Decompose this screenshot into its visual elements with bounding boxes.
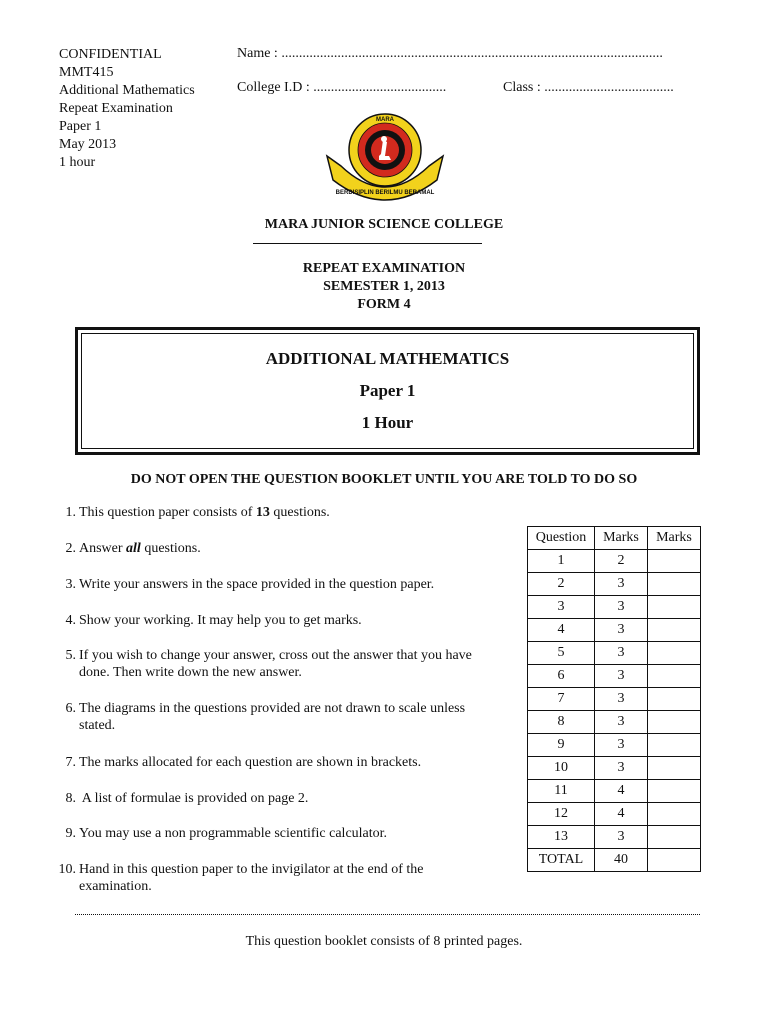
table-row: 13 3 bbox=[528, 826, 701, 849]
page-count-note: This question booklet consists of 8 printed pages. bbox=[245, 934, 523, 949]
course-code: MMT415 bbox=[59, 65, 114, 80]
college-name: MARA JUNIOR SCIENCE COLLEGE bbox=[264, 217, 504, 232]
exam-date: May 2013 bbox=[59, 137, 117, 152]
marks-entry-cell[interactable] bbox=[648, 688, 701, 711]
table-row: 2 3 bbox=[528, 573, 701, 596]
table-row: 10 3 bbox=[528, 757, 701, 780]
subject-duration: 1 Hour bbox=[361, 413, 414, 432]
subject-box bbox=[75, 327, 700, 455]
paper-meta bbox=[59, 46, 195, 172]
table-header-row bbox=[528, 527, 701, 550]
marks-entry-cell[interactable] bbox=[648, 734, 701, 757]
logo-top-text: MARA bbox=[376, 117, 394, 123]
table-row: 4 3 bbox=[528, 619, 701, 642]
logo-motto-text: BERDISIPLIN BERILMU BERAMAL bbox=[335, 190, 435, 196]
exam-type: Repeat Examination bbox=[59, 101, 173, 116]
marks-entry-cell[interactable] bbox=[648, 550, 701, 573]
subject-paper: Paper 1 bbox=[359, 381, 416, 400]
column-header: Question bbox=[528, 527, 595, 550]
table-row: 9 3 bbox=[528, 734, 701, 757]
marks-entry-cell[interactable] bbox=[648, 642, 701, 665]
subject-name: Additional Mathematics bbox=[59, 83, 195, 98]
table-row: 6 3 bbox=[528, 665, 701, 688]
table-row: 8 3 bbox=[528, 711, 701, 734]
marks-entry-cell[interactable] bbox=[648, 711, 701, 734]
subject-box-inner bbox=[81, 333, 694, 449]
exam-form: FORM 4 bbox=[357, 297, 411, 312]
class-field[interactable]: Class : ..................................... bbox=[503, 80, 674, 95]
marks-entry-cell[interactable] bbox=[648, 826, 701, 849]
table-row: 5 3 bbox=[528, 642, 701, 665]
table-total-row: TOTAL 40 bbox=[528, 849, 701, 872]
subject-title: ADDITIONAL MATHEMATICS bbox=[265, 349, 510, 368]
college-id-field[interactable]: College I.D : ...................................... bbox=[237, 80, 447, 95]
open-booklet-warning: DO NOT OPEN THE QUESTION BOOKLET UNTIL YOU ARE TOLD TO DO SO bbox=[130, 472, 638, 487]
footer-divider bbox=[75, 914, 700, 915]
marks-entry-cell[interactable] bbox=[648, 573, 701, 596]
marks-entry-cell[interactable] bbox=[648, 780, 701, 803]
marks-entry-cell[interactable] bbox=[648, 803, 701, 826]
column-header: Marks bbox=[595, 527, 648, 550]
table-row: 3 3 bbox=[528, 596, 701, 619]
exam-duration: 1 hour bbox=[59, 155, 96, 170]
table-row: 1 2 bbox=[528, 550, 701, 573]
marks-entry-cell[interactable] bbox=[648, 757, 701, 780]
name-field[interactable]: Name : ............................................................................................................. bbox=[237, 46, 663, 61]
exam-semester: SEMESTER 1, 2013 bbox=[323, 279, 445, 294]
title-underline bbox=[253, 243, 482, 244]
confidential-label: CONFIDENTIAL bbox=[59, 47, 162, 62]
exam-title: REPEAT EXAMINATION bbox=[302, 261, 466, 276]
exam-heading bbox=[0, 260, 768, 314]
total-marks-entry-cell[interactable] bbox=[648, 849, 701, 872]
table-row: 12 4 bbox=[528, 803, 701, 826]
marks-table bbox=[527, 526, 701, 872]
table-row: 11 4 bbox=[528, 780, 701, 803]
marks-entry-cell[interactable] bbox=[648, 665, 701, 688]
marks-entry-cell[interactable] bbox=[648, 619, 701, 642]
paper-number: Paper 1 bbox=[59, 119, 102, 134]
marks-entry-cell[interactable] bbox=[648, 596, 701, 619]
college-crest-logo bbox=[323, 108, 447, 204]
table-row: 7 3 bbox=[528, 688, 701, 711]
column-header: Marks bbox=[648, 527, 701, 550]
